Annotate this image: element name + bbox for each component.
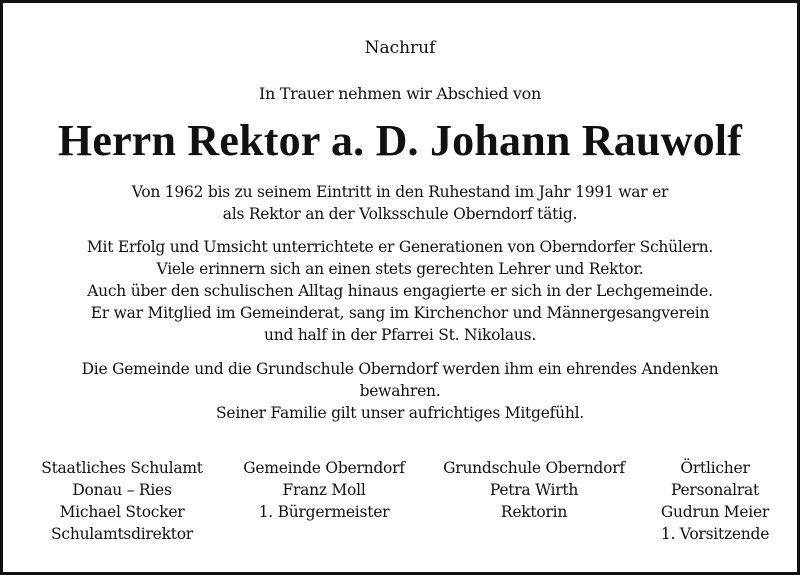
signer-line: Petra Wirth — [489, 481, 579, 499]
signer-line: Schulamtsdirektor — [51, 525, 193, 543]
signer-line: 1. Vorsitzende — [660, 525, 770, 543]
paragraph-career — [23, 181, 777, 225]
text-line: Er war Mitglied im Gemeinderat, sang im Kirchenchor und Männergesangverein — [90, 304, 710, 322]
text-line: Von 1962 bis zu seinem Eintritt in den Ruhestand im Jahr 1991 war er — [131, 183, 669, 201]
signer-line: Staatliches Schulamt — [41, 459, 203, 477]
signer-line: Gemeinde Oberndorf — [243, 459, 405, 477]
text-line: Viele erinnern sich an einen stets gerechten Lehrer und Rektor. — [156, 260, 644, 278]
text-line: Die Gemeinde und die Grundschule Oberndorf werden ihm ein ehrendes Andenken — [81, 360, 719, 378]
text-line: Seiner Familie gilt unser aufrichtiges Mitgefühl. — [216, 404, 584, 422]
signer-gemeinde — [229, 457, 419, 523]
signer-personalrat — [645, 457, 785, 545]
signer-line: Gudrun Meier — [660, 503, 770, 521]
paragraph-achievements — [23, 236, 777, 346]
intro-text: In Trauer nehmen wir Abschied von — [259, 84, 541, 103]
notice-heading: Nachruf — [364, 38, 436, 58]
signer-line: Michael Stocker — [59, 503, 185, 521]
signer-line: Rektorin — [500, 503, 568, 521]
signer-line: Franz Moll — [282, 481, 366, 499]
signer-schulamt — [23, 457, 221, 545]
signer-line: Personalrat — [671, 481, 759, 499]
signer-line: 1. Bürgermeister — [258, 503, 390, 521]
signer-line: Donau – Ries — [72, 481, 172, 499]
text-line: und half in der Pfarrei St. Nikolaus. — [264, 326, 536, 344]
text-line: bewahren. — [359, 382, 441, 400]
text-line: Mit Erfolg und Umsicht unterrichtete er Generationen von Oberndorfer Schülern. — [86, 238, 714, 256]
paragraph-remembrance — [23, 358, 777, 402]
deceased-name: Herrn Rektor a. D. Johann Rauwolf — [57, 116, 743, 165]
paragraph-condolence — [23, 402, 777, 424]
signer-grundschule — [425, 457, 643, 523]
text-line: Auch über den schulischen Alltag hinaus engagierte er sich in der Lechgemeinde. — [87, 282, 713, 300]
signer-line: Grundschule Oberndorf — [443, 459, 625, 477]
text-line: als Rektor an der Volksschule Oberndorf tätig. — [222, 205, 578, 223]
signer-line: Örtlicher — [680, 459, 750, 477]
